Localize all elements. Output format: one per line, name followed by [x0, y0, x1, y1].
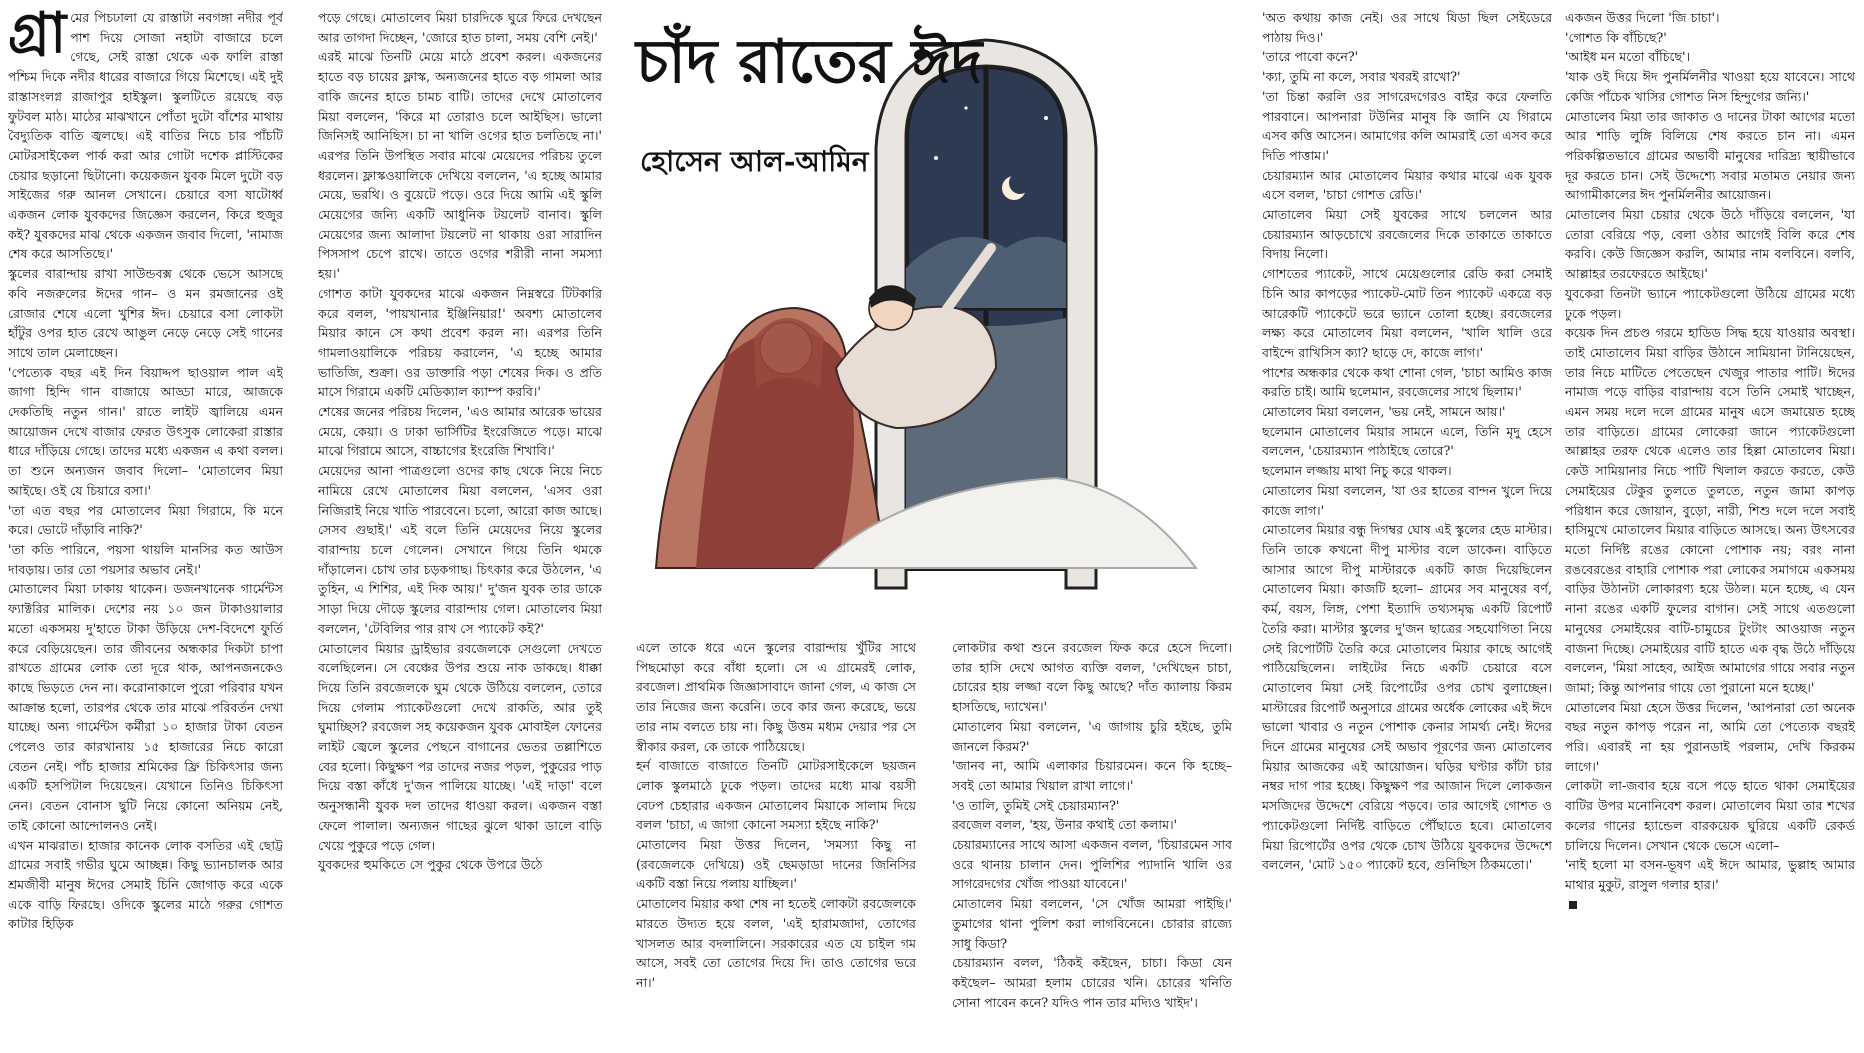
paragraph: 'তারে পাবো কনে?'	[1262, 49, 1359, 65]
paragraph: 'তা চিন্তা করলি ওর সাগরেদগেরও বাইর করে ফেলতি পারবানে। আপনারা টউনির মানুষ কি জানি যে গিরামে এসব কত্তি আসেন। আমাগের কলি আমরাই তো এসব করে দিতি পাত্তাম।'	[1262, 88, 1552, 163]
column-2	[318, 8, 602, 1045]
paragraph: মোতালেব মিয়া বললেন, 'যা ওর হাতের বান্দন খুলে দিয়ে কাজে লাগ।'	[1262, 482, 1552, 518]
paragraph: মোতালেব মিয়ার ড্রাইভার রবজেলকে সেগুলো দেখতে বলেছিলেন। সে বেঞ্চের উপর শুয়ে নাক ডাকছে। ধাক্কা দিয়ে তিনি রবজেলকে ঘুম থেকে উঠিয়ে বললেন, তোরে দিয়ে গেলাম প্যাকেটগুলো দেখে রাকতি, আর তুই ঘুমাচ্ছিস? রবজেল সহ কয়েকজন যুবক মোবাইল ফোনের লাইট জ্বেলে স্কুলের পেছনে বাগানের ভেতর তল্লাশিতে বের হলো। কিছুক্ষণ পর তাদের নজর পড়ল, পুকুরের পাড় দিয়ে বস্তা কাঁধে দু'জন পালিয়ে যাচ্ছে। 'এই দাড়া' বলে অনুসন্ধানী যুবক দল তাদের ধাওয়া করল। একজন বস্তা ফেলে পালাল। অন্যজন গাছের ঝুলে থাকা ডালে বাড়ি খেয়ে পুকুরে পড়ে গেল।	[318, 640, 602, 853]
paragraph: কয়েক দিন প্রচণ্ড গরমে হাডিড সিদ্ধ হয়ে যাওয়ার অবস্থা। তাই মোতালেব মিয়া বাড়ির উঠানে সামিয়ানা টানিয়েছেন, তার নিচে মাটিতে পেতেছেন খেজুর পাতার পাটি। ঈদের নামাজ পড়ে বাড়ির বারান্দায় বসে তিনি সেমাই খাচ্ছেন, এমন সময় দলে দলে গ্রামের মানুষ এসে জমায়েত হচ্ছে তার বাড়িতে। গ্রামের লোকেরা জানে প্যাকেটগুলো আল্লাহর তরফ থেকে এলেও তার হিল্লা মোতালেব মিয়া। কেউ সামিয়ানার নিচে পাটি খিলাল করতে করতে, কেউ সেমাইয়ের টেকুর তুলতে তুলতে, নতুন জামা কাপড় পরিধান করে জোয়ান, বুড়ো, নারী, শিশু দলে দলে সবাই হাসিমুখে মোতালেব মিয়ার বাড়িতে আসছে। অন্য উৎসবের মতো নির্দিষ্ট রঙের কোনো পোশাক নয়; বরং নানা রঙবেরঙের বাহারি পোশাক পরা লোকের সমাগমে একসময় বাড়ির উঠানটা লোকারণ্য হয়ে উঠল। মনে হচ্ছে, এ যেন নানা রঙের একটি ফুলের বাগান। সেই সাথে এতগুলো মানুষের সেমাইয়ের বাটি-চামুচের টুংটাং আওয়াজ নতুন বাজনা দিচ্ছে। সেমাইয়ের বাটি হাতে এক বৃদ্ধ উঠে দাঁড়িয়ে বললেন, 'মিয়া সাহেব, আইজ আমাগের গায়ে সবার নতুন জামা; কিন্তু আপনার গায়ে তো পুরানো মনে হচ্ছে।'	[1565, 325, 1855, 695]
paragraph: গোশতের প্যাকেট, সাথে মেয়েগুলোর রেডি করা সেমাই চিনি আর কাপড়ের প্যাকেট-মোট তিন প্যাকেট একত্রে বড় আরেকটি প্যাকেটে ভরে ভ্যানে তোলা হচ্ছে। রবজেলের লক্ষ্য করে মোতালেব মিয়া বললেন, 'খালি খালি ওরে বাইন্দে রাখিসিস ক্যা? ছাড়ে দে, কাজে লাগ।'	[1262, 266, 1552, 360]
paragraph: একজন উত্তর দিলো 'জি চাচা'।	[1565, 10, 1720, 25]
paragraph: স্কুলের বারান্দায় রাখা সাউন্ডবক্স থেকে ভেসে আসছে কবি নজরুলের ঈদের গান– ও মন রমজানের ওই রোজার শেষে এলো খুশির ঈদ। চেয়ারে বসা লোকটা হাঁটুর ওপর হাত রেখে আঙুল নেড়ে নেড়ে সেই গানের সাথে তাল মেলাচ্ছেন।	[8, 266, 283, 360]
column-1	[8, 8, 283, 1045]
paragraph: পাশের অন্ধকার থেকে কথা শোনা গেল, 'চাচা আমিও কাজ করতি চাই। আমি ছলেমান, রবজেলের সাথে ছিলাম।'	[1262, 364, 1552, 400]
paragraph: গোশত কাটা যুবকদের মাঝে একজন নিম্নস্বরে টিটকারি করে বলল, 'পায়খানার ইঞ্জিনিয়ার!' অবশ্য মোতালেব মিয়ার কানে সে কথা প্রবেশ করল না। এরপর তিনি গামলাওয়ালিকে পরিচয় করালেন, 'এ হচ্ছে আমার ভাতিজি, শুক্রা। ওর ডাক্তারি পড়া শেষের দিক। ও প্রতি মাসে গিরামে একটি মেডিক্যাল ক্যাম্প করবি।'	[318, 285, 602, 400]
column-4	[952, 638, 1232, 1045]
paragraph: মোতালেব মিয়া সেই যুবকের সাথে চললেন আর চেয়ারম্যান আড়চোখে রবজেলের দিকে তাকাতে তাকাতে বিদায় নিলো।	[1262, 207, 1552, 262]
paragraph: 'অত কথায় কাজ নেই। ওর সাথে যিডা ছিল সেইডেরে পাঠায় দিও।'	[1262, 10, 1552, 45]
end-mark-icon	[1569, 901, 1577, 909]
paragraph	[1565, 895, 1855, 915]
paragraph: শেষের জনের পরিচয় দিলেন, 'এও আমার আরেক ভায়ের মেয়ে, কেয়া। ও ঢাকা ভার্সিটির ইংরেজিতে পড়ে। মাঝে মাঝে গিরামে আসে, বাচ্চাগের ইংরেজি শিখাবি।'	[318, 404, 602, 459]
paragraph: 'ও তালি, তুমিই সেই চেয়ারম্যান?'	[952, 797, 1120, 813]
drop-cap: গ্রা	[8, 8, 67, 66]
paragraph: মোতালেব মিয়ার কথা শেষ না হতেই লোকটা রবজেলকে মারতে উদ্যত হয়ে বলল, 'এই হারামজাদা, তোগের খাসলত আর বদলালিনে। সরকারের এত যে চাইল গম আসে, সবই তো তোগের দিয়ে দি। তাও তোগের ভরে না।'	[636, 896, 916, 990]
paragraph: 'জানব না, আমি এলাকার চিয়ারমেন। কনে কি হচ্ছে– সবই তো আমার খিয়াল রাখা লাগে।'	[952, 758, 1232, 793]
title-illustration-block	[636, 8, 1232, 628]
paragraph: ছলেমান মোতালেব মিয়ার সামনে এলে, তিনি মৃদু হেসে বললেন, 'চেয়ারম্যান পাঠাইছে তোরে?'	[1262, 423, 1552, 459]
paragraph: ছলেমান লজ্জায় মাথা নিচু করে থাকল।	[1262, 463, 1452, 479]
article-title: চাঁদ রাতের ঈদ	[636, 27, 983, 97]
paragraph: মোতালেব মিয়া তার জাকাত ও দানের টাকা আগের মতো আর শাড়ি লুঙ্গি বিলিয়ে শেষ করতে চান না। এমন পরিকল্পিতভাবে গ্রামের অভাবী মানুষের দারিদ্র্য স্থায়ীভাবে দূর করতে চান। সেই উদ্দেশ্যে সবার মতামত নেয়ার জন্য আগামীকালের ঈদ পুনর্মিলনীর আয়োজন।	[1565, 108, 1855, 203]
paragraph: চেয়ারম্যান বলল, 'ঠিকই কইছেন, চাচা। কিডা যেন কইছেল– আমরা হলাম চোরের খনি। চোরের খনিতি সোনা পাবেন কনে? যদিও পান তার মদ্যিও খাইদ'।	[952, 955, 1232, 1010]
paragraph: লোকটার কথা শুনে রবজেল ফিক করে হেসে দিলো। তার হাসি দেখে আগত ব্যক্তি বলল, 'দেখিছেন চাচা, চোরের হায় লজ্জা বলে কিছু আছে? দাঁত ক্যালায় কিরম হাসতিছে, দ্যাখেন।'	[952, 640, 1232, 715]
paragraph: 'তা কতি পারিনে, পয়সা থায়লি মানসির কত আউস দাবড়ায়। তার তো পয়সার অভাব নেই।'	[8, 541, 283, 577]
paragraph: লোকটা লা-জবাব হয়ে বসে পড়ে হাতে থাকা সেমাইয়ের বাটির উপর মনোনিবেশ করল। মোতালেব মিয়া তার শখের কলের গানের হ্যান্ডেল বারকয়েক ঘুরিয়ে একটি রেকর্ড চালিয়ে দিলেন। সেখান থেকে ভেসে এলো–	[1565, 778, 1855, 853]
paragraph: মোতালেব মিয়া হেসে উত্তর দিলেন, 'আপনারা তো অনেক বছর নতুন কাপড় পরেন না, আমি তো পেত্যেক বছরই পরি। এবারই না হয় পুরানডাই পরলাম, দেখি কিরকম লাগে।'	[1565, 699, 1855, 774]
paragraph: মোতালেব মিয়ার বন্ধু দিগম্বর ঘোষ এই স্কুলের হেড মাস্টার। তিনি তাকে কখনো দীপু মাস্টার বলে ডাকেন। বাড়িতে আসার আগে দীপু মাস্টারকে একটি কাজ দিয়েছিলেন মোতালেব মিয়া। কাজটি হলো– গ্রামের সব মানুষের বর্ণ, কর্ম, বয়স, লিঙ্গ, পেশা ইত্যাদি তথ্যসমৃদ্ধ একটি রিপোর্ট তৈরি করা। মাস্টার স্কুলের দু'জন ছাত্রের সহযোগিতা নিয়ে সেই রিপোর্টটি তৈরি করে মোতালেব মিয়ার কাছে আগেই পাঠিয়েছিলেন। লাইটের নিচে একটি চেয়ারে বসে মোতালেব মিয়া সেই রিপোর্টের ওপর চোখ বুলাচ্ছেন। মাস্টারের রিপোর্ট অনুসারে গ্রামের অর্ধেক লোকের এই ঈদে ভালো খাবার ও নতুন পোশাক কেনার সামর্থ্য নেই। ঈদের দিনে গ্রামের মানুষের সেই অভাব পূরণের জন্য মোতালেব মিয়ার আজকের এই আয়োজন। ঘড়ির ঘণ্টার কাঁটা চার নম্বর দাগ পার হচ্ছে। কিছুক্ষণ পর আজান দিলে লোকজন মসজিদের উদ্দেশে বেরিয়ে পড়বে। তার আগেই গোশত ও প্যাকেটগুলো নির্দিষ্ট বাড়িতে পৌঁছাতে হবে। মোতালেব মিয়া রিপোর্টের ওপর থেকে চোখ উঠিয়ে যুবকদের উদ্দেশে বললেন, 'মোট ১৫০ প্যাকেট হবে, গুনিছিস ঠিকমতো।'	[1262, 522, 1552, 873]
paragraph: যুবকেরা তিনটা ভ্যানে প্যাকেটগুলো উঠিয়ে গ্রামের মধ্যে ঢুকে পড়ল।	[1565, 285, 1855, 321]
paragraph: চেয়ারম্যান আর মোতালেব মিয়ার কথার মাঝে এক যুবক এসে বলল, 'চাচা গোশত রেডি।'	[1262, 167, 1552, 203]
column-3	[636, 638, 916, 1045]
column-6	[1565, 8, 1855, 1045]
paragraph: 'পেত্যেক বছর এই দিন বিয়াদ্দপ ছাওয়াল পাল এই জাগা হিন্দি গান বাজায়ে আড্ডা মারে, আজকে দেকতিছি নতুন গান।' রাতে লাইট জ্বালিয়ে এমন আয়োজন দেখে বাজার ফেরত উৎসুক লোকেরা রাস্তার ধারে দাঁড়িয়ে গেছে। তাদের মধ্যে একজন এ কথা বলল। তা শুনে অন্যজন জবাব দিলো– 'মোতালেব মিয়া আইছে। ওই যে চিয়ারে বসা।'	[8, 364, 283, 498]
paragraph: মোতালেব মিয়া বললেন, 'সে খোঁজ আমরা পাইছি।' তুমাগের থানা পুলিশ করা লাগবিনেনে। চোরার রাজ্যে সাধু কিডা?	[952, 896, 1232, 951]
paragraph: চেয়ারম্যানের সাথে আসা একজন বলল, 'চিয়ারমেন সাব ওরে থানায় চালান দেন। পুলিশির প্যাদানি খালি ওর সাগরেদগের খোঁজ পাওয়া যাবেনে।'	[952, 837, 1232, 892]
paragraph: 'তা এত বছর পর মোতালেব মিয়া গিরামে, কি মনে করে। ভোটে দাঁড়াবি নাকি?'	[8, 502, 283, 538]
paragraph: 'আইধ মন মতো বাঁচিছে'।	[1565, 49, 1691, 65]
paragraph: মোতালেব মিয়া বললেন, 'এ জাগায় চুরি হইছে, তুমি জানলে কিরম?'	[952, 718, 1232, 754]
paragraph: 'গোশত কি বাঁচিছে?'	[1565, 29, 1667, 45]
column-5	[1262, 8, 1552, 1045]
paragraph: এলে তাকে ধরে এনে স্কুলের বারান্দায় খুঁটির সাথে পিছমোড়া করে বাঁধা হলো। সে এ গ্রামেরই লোক, রবজেল। প্রাথমিক জিজ্ঞাসাবাদে জানা গেল, এ কাজ সে তার নিজের জন্য করেনি। তবে কার জন্য করেছে, ভয়ে তার নাম বলতে চায় না। কিছু উত্তম মধ্যম দেয়ার পর সে স্বীকার করল, কে তাকে পাঠিয়েছে।	[636, 640, 916, 754]
paragraph: যুবকদের হুমকিতে সে পুকুর থেকে উপরে উঠে	[318, 857, 543, 873]
paragraph: মোতালেব মিয়া চেয়ার থেকে উঠে দাঁড়িয়ে বললেন, 'যা তোরা বেরিয়ে পড়, বেলা ওঠার আগেই বিলি করে শেষ করবি। কেউ জিজ্ঞেস করলি, আমার নাম বলবিনে। বলবি, আল্লাহর তরফেরতে আইছে।'	[1565, 207, 1855, 282]
paragraph: 'ক্যা, তুমি না কলে, সবার খবরই রাখো?'	[1262, 69, 1461, 85]
paragraph: এখন মাঝরাত। হাজার কানেক লোক বসতির এই ছোট্ট গ্রামের সবাই গভীর ঘুমে আচ্ছন্ন। কিছু ভ্যানচালক আর শ্রমজীবী মানুষ ঈদের সেমাই চিনি জোগাড় করে একে একে বাড়ি ফিরছে। ওদিকে স্কুলের মাঠে গরুর গোশত কাটার হিড়িক	[8, 837, 283, 932]
star-icon	[1044, 116, 1048, 120]
paragraph: পড়ে গেছে। মোতালেব মিয়া চারদিকে ঘুরে ফিরে দেখছেন আর তাগদা দিচ্ছেন, 'জোরে হাত চালা, সময় বেশি নেই।'	[318, 10, 602, 45]
paragraph: মের পিচঢালা যে রাস্তাটা নবগঙ্গা নদীর পূর্ব পাশ দিয়ে সোজা নহাটা বাজারে চলে গেছে, সেই রাস্তা থেকে এক ফালি রাস্তা পশ্চিম দিকে নদীর ধারের বাজারে গিয়ে মিশেছে। এই দুই রাস্তাসংলগ্ন রাজাপুর হাইস্কুল। স্কুলটিতে রয়েছে বড় ফুটবল মাঠ। মাঠের মাঝখানে পোঁতা দুটো বাঁশের মাথায় বৈদ্যুতিক বাতি জ্বলছে। এই বাতির নিচে চার পাঁচটি মোটরসাইকেল পার্ক করা আর গোটা দশেক প্লাস্টিকের চেয়ার ছড়ানো ছিটানো। কয়েকজন যুবক মিলে দুটো বড় সাইজের গরু আনল সেখানে। চেয়ারে বসা ষাটোর্ধ্ব একজন লোক যুবকদের জিজ্ঞেস করলেন, কিরে হুজুর কই? যুবকদের মাঝ থেকে একজন জবাব দিলো, 'নামাজ শেষ করে আসতিছে।'	[8, 10, 283, 262]
paragraph: হর্ন বাজাতে বাজাতে তিনটি মোটরসাইকেলে ছয়জন লোক স্কুলমাঠে ঢুকে পড়ল। তাদের মধ্যে মাঝ বয়সী বেঢপ চেহারার একজন মোতালেব মিয়াকে সালাম দিয়ে বলল 'চাচা, এ জাগা কোনো সমস্যা হইছে নাকি?'	[636, 758, 916, 833]
paragraph: মোতালেব মিয়া উত্তর দিলেন, 'সমস্যা কিছু না (রবজেলকে দেখিয়ে) ওই ছেমড়াডা দানের জিনিসির একটি বস্তা নিয়ে পলায় যাচ্ছিল।'	[636, 837, 916, 892]
paragraph: মোতালেব মিয়া বললেন, 'ভয় নেই, সামনে আয়।'	[1262, 404, 1506, 420]
paragraph: মেয়েদের আনা পাত্রগুলো ওদের কাছ থেকে নিয়ে নিচে নামিয়ে রেখে মোতালেব মিয়া বললেন, 'এসব ওরা নিজিরাই নিয়ে খাতি পারবেনে। চলো, আরো কাজ আছে। সেসব গুছাই।' এই বলে তিনি মেয়েদের নিয়ে স্কুলের বারান্দায় চলে গেলেন। সেখানে গিয়ে তিনি থমকে দাঁড়ালেন। চোখ তার চড়কগাছ। চিৎকার করে উঠলেন, 'এ তুহিন, এ শিশির, এই দিক আয়।' দু'জন যুবক তার ডাকে সাড়া দিয়ে দৌড়ে স্কুলের বারান্দায় গেল। মোতালেব মিয়া বললেন, 'টেবিলির পার রাখ সে প্যাকেট কই?'	[318, 463, 602, 636]
article-author: হোসেন আল-আমিন	[640, 145, 869, 178]
paragraph: এরই মাঝে তিনটি মেয়ে মাঠে প্রবেশ করল। একজনের হাতে বড় চায়ের ফ্লাস্ক, অন্যজনের হাতে বড় গামলা আর বাকি জনের হাতে চামচ বাটি। তাদের দেখে মোতালেব মিয়া বললেন, 'কিরে মা তোরাও চলে আইছিস। ভালো জিনিসই আনিছিস। চা না খালি ওগের হাত চলতিছে না।' এরপর তিনি উপস্থিত সবার মাঝে মেয়েদের পরিচয় তুলে ধরলেন। ফ্লাস্কওয়ালিকে দেখিয়ে বললেন, 'এ হচ্ছে আমার মেয়ে, ভরথি। ও বুয়েটে পড়ে। ওরে দিয়ে আমি এই স্কুলি মেয়েগের জন্যি একটি আধুনিক টয়লেট বানাব। স্কুলি মেয়েগের জন্য আলাদা টয়লেট না থাকায় ওরা সারাদিন পিসসাপ চেপে রাখে। তাতে ওগের শরীরী নানা সমস্যা হয়।'	[318, 49, 602, 282]
paragraph: রবজেল বলল, 'হয়, উনার কথাই তো কলাম।'	[952, 817, 1178, 833]
paragraph: 'যাক ওই দিয়ে ঈদ পুনর্মিলনীর খাওয়া হয়ে যাবেনে। সাথে কেজি পাঁচেক খাসির গোশত নিস হিন্দুগের জন্যি।'	[1565, 69, 1855, 104]
paragraph: 'নাই হলো মা বসন-ভূষণ এই ঈদে আমার, ভুল্লাহ আমার মাথার মুকুট, রাসুল গলার হার।'	[1565, 857, 1855, 892]
star-icon	[934, 156, 938, 160]
paragraph: মোতালেব মিয়া ঢাকায় থাকেন। ডজনখানেক গার্মেন্টস ফ্যাক্টরির মালিক। দেশের নয় ১০ জন টাকাওয়ালার মতো একসময় দু'হাতে টাকা উড়িয়ে দেশ-বিদেশে ফুর্তি করে বেড়িয়েছেন। তার জীবনের অন্ধকার দিকটা চাপা রাখতে গ্রামের লোক তো দূরে থাক, আপনজনকেও কাছে ভিড়তে দেন না। করোনাকালে পুরো পরিবার যখন আক্রান্ত হলো, তারপর থেকে তার মাঝে পরিবর্তন দেখা যাচ্ছে। অন্য গার্মেন্টস কর্মীরা ১০ হাজার টাকা বেতন পেলেও তার কারখানায় ১৫ হাজারের নিচে কারো বেতন নেই। পাঁচ হাজার শ্রমিকের ফ্রি চিকিৎসার জন্য একটি হসপিটাল দিয়েছেন। যেখানে তিনিও চিকিৎসা নেন। বেতন বোনাস ছুটি নিয়ে কোনো অনিয়ম নেই, তাই কোনো আন্দোলনও নেই।	[8, 581, 283, 833]
